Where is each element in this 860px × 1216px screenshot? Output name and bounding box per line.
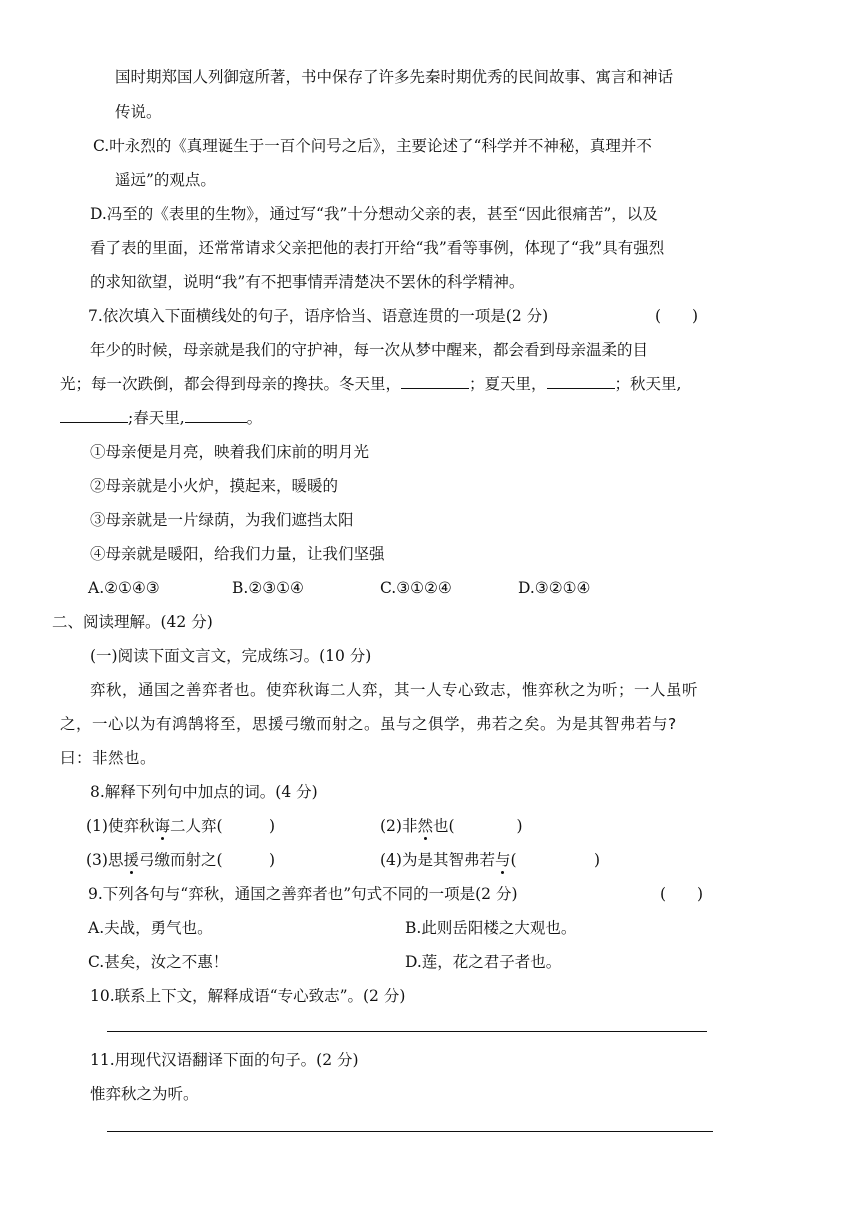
q7-passage-text: 光；每一次跌倒，都会得到母亲的搀扶。冬天里， xyxy=(60,375,402,393)
q7-answer-paren[interactable]: ( ) xyxy=(655,307,699,325)
dotted-word: 然 xyxy=(417,817,433,835)
classical-text-line1: 弈秋，通国之善弈者也。使弈秋诲二人弈，其一人专心致志，惟弈秋之为听；一人虽听 xyxy=(90,681,699,699)
q8-item-text: ( ) xyxy=(510,851,601,869)
q9-option-b[interactable]: B.此则岳阳楼之大观也。 xyxy=(405,919,577,937)
q8-item-text: (3)思 xyxy=(86,851,124,869)
q8-item-2[interactable] xyxy=(380,816,523,836)
q9-option-c[interactable]: C.甚矣，汝之不惠！ xyxy=(88,953,229,971)
fill-blank[interactable] xyxy=(401,374,469,389)
q8-item-text: 弓缴而射之( ) xyxy=(138,851,276,869)
q7-passage-text: 。 xyxy=(246,409,263,427)
fill-blank[interactable] xyxy=(547,374,615,389)
q8-item-text: 二人弈( ) xyxy=(169,817,276,835)
classical-text-line2: 之，一心以为有鸿鹄将至，思援弓缴而射之。虽与之俱学，弗若之矣。为是其智弗若与? xyxy=(60,715,677,733)
q7-sentence-1: ①母亲便是月亮，映着我们床前的明月光 xyxy=(90,443,370,461)
q7-sentence-3: ③母亲就是一片绿荫，为我们遮挡太阳 xyxy=(90,511,354,529)
q11-answer-line[interactable] xyxy=(107,1131,713,1132)
q7-option-d[interactable]: D.③②①④ xyxy=(518,579,591,597)
q7-passage-text: ；夏天里， xyxy=(469,375,547,393)
q6-option-d-line2: 看了表的里面，还常常请求父亲把他的表打开给“我”看等事例，体现了“我”具有强烈 xyxy=(90,239,665,257)
q6-option-d-line3: 的求知欲望，说明“我”有不把事情弄清楚决不罢休的科学精神。 xyxy=(90,273,525,291)
q7-stem: 7.依次填入下面横线处的句子，语序恰当、语意连贯的一项是(2 分) xyxy=(88,307,549,325)
q7-option-c[interactable]: C.③①②④ xyxy=(380,579,452,597)
q7-sentence-4: ④母亲就是暖阳，给我们力量，让我们坚强 xyxy=(90,545,385,563)
subsection-heading: (一)阅读下面文言文，完成练习。(10 分) xyxy=(90,647,372,665)
q6-option-b-line1: 国时期郑国人列御寇所著，书中保存了许多先秦时期优秀的民间故事、寓言和神话 xyxy=(115,68,674,86)
q9-option-a[interactable]: A.夫战，勇气也。 xyxy=(88,919,213,937)
q7-passage-line2 xyxy=(60,374,681,394)
q7-option-a[interactable]: A.②①④③ xyxy=(88,579,160,597)
q7-passage-line3 xyxy=(60,408,262,428)
q10-answer-line[interactable] xyxy=(107,1031,707,1032)
q8-item-1[interactable] xyxy=(86,816,275,836)
q6-option-b-line2: 传说。 xyxy=(115,103,162,121)
q8-item-text: 也( ) xyxy=(432,817,523,835)
q11-sentence: 惟弈秋之为听。 xyxy=(90,1085,199,1103)
q9-answer-paren[interactable]: ( ) xyxy=(660,885,704,903)
q8-item-text: (4)为是其智弗若 xyxy=(380,851,495,869)
fill-blank[interactable] xyxy=(60,408,128,423)
q7-passage-text: ；秋天里, xyxy=(614,375,682,393)
fill-blank[interactable] xyxy=(185,408,247,423)
q6-option-d-line1: D.冯至的《表里的生物》，通过写“我”十分想动父亲的表，甚至“因此很痛苦”，以及 xyxy=(90,205,658,223)
q8-stem: 8.解释下列句中加点的词。(4 分) xyxy=(90,783,318,801)
q7-option-b[interactable]: B.②③①④ xyxy=(232,579,304,597)
q6-option-c-line1: C.叶永烈的《真理诞生于一百个问号之后》，主要论述了“科学并不神秘，真理并不 xyxy=(93,137,652,155)
q7-sentence-2: ②母亲就是小火炉，摸起来，暖暖的 xyxy=(90,477,339,495)
dotted-word: 援 xyxy=(123,851,139,869)
q8-item-text: (1)使弈秋 xyxy=(86,817,155,835)
q10-stem: 10.联系上下文，解释成语“专心致志”。(2 分) xyxy=(90,987,406,1005)
q7-passage-line1: 年少的时候，母亲就是我们的守护神，每一次从梦中醒来，都会看到母亲温柔的目 xyxy=(90,341,649,359)
q8-item-text: (2)非 xyxy=(380,817,418,835)
q9-option-d[interactable]: D.莲，花之君子者也。 xyxy=(405,953,562,971)
q8-item-3[interactable] xyxy=(86,850,275,870)
classical-text-line3: 曰：非然也。 xyxy=(60,749,157,767)
q8-item-4[interactable] xyxy=(380,850,600,870)
q9-stem: 9.下列各句与“弈秋，通国之善弈者也”句式不同的一项是(2 分) xyxy=(88,885,518,903)
q7-passage-text: ;春天里, xyxy=(128,409,185,427)
q11-stem: 11.用现代汉语翻译下面的句子。(2 分) xyxy=(90,1051,359,1069)
section-heading: 二、阅读理解。(42 分) xyxy=(52,613,213,631)
q6-option-c-line2: 遥远”的观点。 xyxy=(115,171,216,189)
dotted-word: 诲 xyxy=(154,817,170,835)
dotted-word: 与 xyxy=(494,851,511,869)
